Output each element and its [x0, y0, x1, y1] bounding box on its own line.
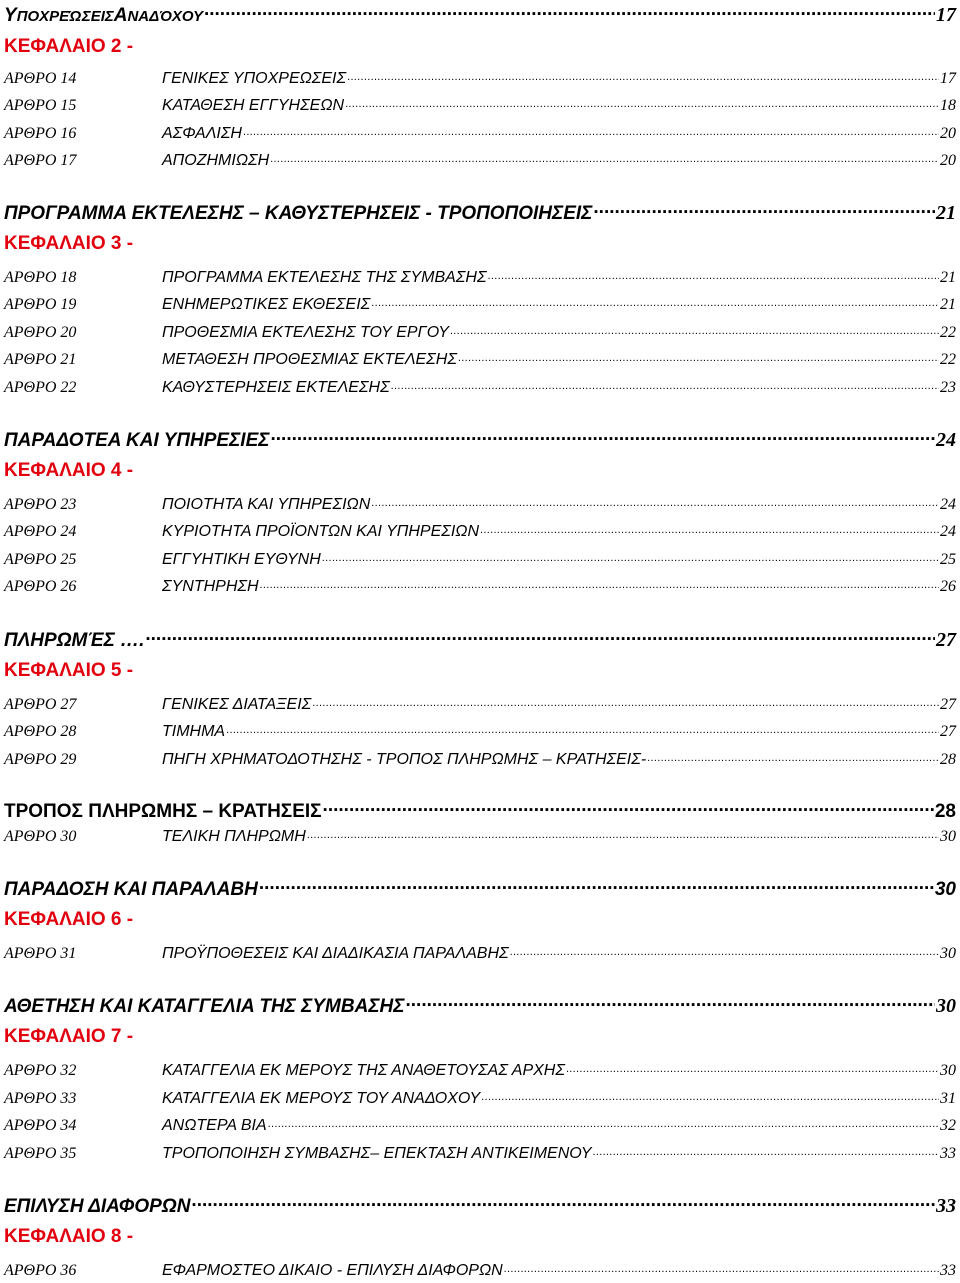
toc-chapter-heading	[4, 233, 956, 255]
dot-leader	[405, 993, 935, 1012]
dot-leader	[504, 1261, 939, 1275]
section-title: ΠΛΗΡΩΜΈΣ ….	[4, 630, 145, 651]
article-label: ΑΡΘΡΟ 20	[4, 324, 77, 341]
article-label: ΑΡΘΡΟ 36	[4, 1262, 77, 1279]
article-title: ΕΝΗΜΕΡΩΤΙΚΕΣ ΕΚΘΕΣΕΙΣ	[162, 296, 371, 313]
article-title: ΜΕΤΑΘΕΣΗ ΠΡΟΘΕΣΜΙΑΣ ΕΚΤΕΛΕΣΗΣ	[162, 351, 457, 368]
dot-leader	[323, 798, 934, 817]
dot-leader	[204, 2, 935, 21]
toc-section-heading[interactable]	[4, 993, 956, 1018]
article-title: ΠΗΓΗ ΧΡΗΜΑΤΟΔΟΤΗΣΗΣ - ΤΡΟΠΟΣ ΠΛΗΡΩΜΗΣ – ΚΡΑΤΗΣΕΙΣ-	[162, 751, 647, 768]
section-title: ΑΘΕΤΗΣΗ ΚΑΙ ΚΑΤΑΓΓΕΛΙΑ ΤΗΣ ΣΥΜΒΑΣΗΣ	[4, 996, 405, 1017]
page-number: 21	[940, 296, 956, 313]
page-number: 26	[940, 578, 956, 595]
page-number: 23	[940, 379, 956, 396]
dot-leader	[145, 627, 935, 646]
toc-article-row[interactable]	[4, 378, 956, 397]
dot-leader	[450, 323, 939, 337]
toc-article-row[interactable]	[4, 1061, 956, 1080]
article-title: ΚΑΤΑΓΓΕΛΙΑ ΕΚ ΜΕΡΟΥΣ ΤΟΥ ΑΝΑΔΟΧΟΥ	[162, 1090, 481, 1107]
toc-article-row[interactable]	[4, 124, 956, 143]
page-number: 30	[936, 995, 956, 1017]
toc-chapter-heading	[4, 1226, 956, 1248]
section-title: ΠΑΡΑΔΟΤΕΑ ΚΑΙ ΥΠΗΡΕΣΙΕΣ	[4, 430, 270, 451]
toc-article-row[interactable]	[4, 722, 956, 741]
page-number: 18	[940, 97, 956, 114]
section-title: Υ	[4, 5, 17, 26]
section-title-smallcaps: ΠΟΧΡΕΏΣΕΙΣ	[16, 8, 114, 25]
toc-article-row[interactable]	[4, 944, 956, 963]
dot-leader	[243, 124, 939, 138]
toc-article-row[interactable]	[4, 295, 956, 314]
toc-article-row[interactable]	[4, 1116, 956, 1135]
article-label: ΑΡΘΡΟ 34	[4, 1117, 77, 1134]
article-title: ΤΡΟΠΟΠΟΙΗΣΗ ΣΥΜΒΑΣΗΣ– ΕΠΕΚΤΑΣΗ ΑΝΤΙΚΕΙΜΕΝΟΥ	[162, 1145, 592, 1162]
dot-leader	[593, 200, 935, 219]
article-title: ΚΑΤΑΓΓΕΛΙΑ ΕΚ ΜΕΡΟΥΣ ΤΗΣ ΑΝΑΘΕΤΟΥΣΑΣ ΑΡΧΗΣ	[162, 1062, 565, 1079]
dot-leader	[371, 295, 939, 309]
section-title-smallcaps: ΝΑΔΌΧΟΥ	[127, 8, 203, 25]
toc-article-row[interactable]	[4, 1089, 956, 1108]
article-title: ΠΡΟΓΡΑΜΜΑ ΕΚΤΕΛΕΣΗΣ ΤΗΣ ΣΥΜΒΑΣΗΣ	[162, 269, 487, 286]
page-number: 28	[940, 751, 956, 768]
dot-leader	[270, 427, 935, 446]
section-title: ΠΡΟΓΡΑΜΜΑ ΕΚΤΕΛΕΣΗΣ – ΚΑΘΥΣΤΕΡΗΣΕΙΣ - ΤΡΟΠΟΠΟΙΗΣΕΙΣ	[4, 203, 593, 224]
article-label: ΑΡΘΡΟ 28	[4, 723, 77, 740]
chapter-label: ΚΕΦΑΛΑΙΟ 8 -	[4, 1226, 134, 1247]
toc-chapter-heading	[4, 660, 956, 682]
article-label: ΑΡΘΡΟ 15	[4, 97, 77, 114]
toc-article-row[interactable]	[4, 96, 956, 115]
article-title: ΑΠΟΖΗΜΙΩΣΗ	[162, 152, 270, 169]
article-title: ΠΡΟΘΕΣΜΙΑ ΕΚΤΕΛΕΣΗΣ ΤΟΥ ΕΡΓΟΥ	[162, 324, 449, 341]
page-number: 20	[940, 125, 956, 142]
dot-leader	[260, 577, 939, 591]
dot-leader	[488, 268, 939, 282]
article-title: ΣΥΝΤΗΡΗΣΗ	[162, 578, 259, 595]
toc-article-row[interactable]	[4, 350, 956, 369]
page-number: 17	[936, 4, 956, 26]
dot-leader	[481, 1089, 939, 1103]
dot-leader	[647, 750, 939, 764]
chapter-label: ΚΕΦΑΛΑΙΟ 2 -	[4, 36, 134, 57]
dot-leader	[226, 722, 939, 736]
dot-leader	[480, 522, 939, 536]
page-number: 30	[934, 879, 956, 900]
article-title: ΕΓΓΥΗΤΙΚΗ ΕΥΘΥΝΗ	[162, 551, 321, 568]
article-label: ΑΡΘΡΟ 25	[4, 551, 77, 568]
page-number: 30	[940, 1062, 956, 1079]
article-label: ΑΡΘΡΟ 31	[4, 945, 77, 962]
article-title: ΑΝΩΤΕΡΑ ΒΙΑ	[162, 1117, 267, 1134]
dot-leader	[345, 96, 939, 110]
page-number: 24	[936, 429, 956, 451]
page-number: 33	[940, 1145, 956, 1162]
article-label: ΑΡΘΡΟ 19	[4, 296, 77, 313]
dot-leader	[307, 827, 939, 841]
dot-leader	[322, 550, 939, 564]
article-label: ΑΡΘΡΟ 16	[4, 125, 77, 142]
toc-chapter-heading	[4, 460, 956, 482]
section-title: ΠΑΡΑΔΟΣΗ ΚΑΙ ΠΑΡΑΛΑΒΗ	[4, 879, 258, 900]
article-title: ΤΕΛΙΚΗ ΠΛΗΡΩΜΗ	[162, 828, 306, 845]
article-label: ΑΡΘΡΟ 21	[4, 351, 77, 368]
toc-article-row[interactable]	[4, 550, 956, 569]
page-number: 20	[940, 152, 956, 169]
article-title: ΑΣΦΑΛΙΣΗ	[162, 125, 242, 142]
page-number: 22	[940, 324, 956, 341]
article-label: ΑΡΘΡΟ 24	[4, 523, 77, 540]
toc-section-heading[interactable]	[4, 627, 956, 652]
article-title: ΓΕΝΙΚΕΣ ΔΙΑΤΑΞΕΙΣ	[162, 696, 312, 713]
chapter-label: ΚΕΦΑΛΑΙΟ 6 -	[4, 909, 134, 930]
dot-leader	[593, 1144, 940, 1158]
dot-leader	[371, 495, 939, 509]
page-number: 28	[934, 801, 956, 822]
article-label: ΑΡΘΡΟ 14	[4, 70, 77, 87]
article-label: ΑΡΘΡΟ 26	[4, 578, 77, 595]
article-label: ΑΡΘΡΟ 29	[4, 751, 77, 768]
section-title: ΕΠΙΛΥΣΗ ΔΙΑΦΟΡΩΝ	[4, 1196, 191, 1217]
dot-leader	[259, 876, 934, 895]
toc-article-row[interactable]	[4, 522, 956, 541]
article-title: ΚΥΡΙΟΤΗΤΑ ΠΡΟΪΟΝΤΩΝ ΚΑΙ ΥΠΗΡΕΣΙΩΝ	[162, 523, 480, 540]
article-label: ΑΡΘΡΟ 32	[4, 1062, 77, 1079]
toc-section-heading[interactable]	[4, 200, 956, 225]
section-title: ΤΡΟΠΟΣ ΠΛΗΡΩΜΗΣ – ΚΡΑΤΗΣΕΙΣ	[4, 801, 322, 822]
dot-leader	[312, 695, 939, 709]
toc-article-row[interactable]	[4, 69, 956, 88]
dot-leader	[268, 1116, 939, 1130]
article-label: ΑΡΘΡΟ 23	[4, 496, 77, 513]
toc-article-row[interactable]	[4, 695, 956, 714]
dot-leader	[458, 350, 939, 364]
page-number: 32	[940, 1117, 956, 1134]
article-label: ΑΡΘΡΟ 33	[4, 1090, 77, 1107]
toc-section-heading[interactable]	[4, 2, 956, 27]
article-label: ΑΡΘΡΟ 27	[4, 696, 77, 713]
article-label: ΑΡΘΡΟ 30	[4, 828, 77, 845]
toc-section-heading[interactable]	[4, 876, 956, 901]
dot-leader	[270, 151, 939, 165]
section-title-initial: Α	[113, 5, 128, 26]
toc-article-row[interactable]	[4, 495, 956, 514]
page-number: 30	[940, 828, 956, 845]
toc-chapter-heading	[4, 1026, 956, 1048]
article-title: ΕΦΑΡΜΟΣΤΕΟ ΔΙΚΑΙΟ - ΕΠΙΛΥΣΗ ΔΙΑΦΟΡΩΝ	[162, 1262, 503, 1279]
page-number: 24	[940, 523, 956, 540]
page-number: 27	[940, 696, 956, 713]
toc-article-row[interactable]	[4, 577, 956, 596]
toc-chapter-heading	[4, 36, 956, 58]
article-label: ΑΡΘΡΟ 35	[4, 1145, 77, 1162]
toc-article-row[interactable]	[4, 750, 956, 769]
toc-section-heading[interactable]	[4, 427, 956, 452]
toc-article-row[interactable]	[4, 1144, 956, 1163]
article-title: ΚΑΤΑΘΕΣΗ ΕΓΓΥΗΣΕΩΝ	[162, 97, 345, 114]
page-number: 31	[940, 1090, 956, 1107]
page-number: 33	[940, 1262, 956, 1279]
page-number: 24	[940, 496, 956, 513]
page-number: 27	[936, 629, 956, 651]
toc-article-row[interactable]	[4, 268, 956, 287]
toc-chapter-heading	[4, 909, 956, 931]
toc-section-heading[interactable]	[4, 1193, 956, 1218]
chapter-label: ΚΕΦΑΛΑΙΟ 7 -	[4, 1026, 134, 1047]
page-number: 33	[936, 1195, 956, 1217]
article-label: ΑΡΘΡΟ 22	[4, 379, 77, 396]
toc-article-row[interactable]	[4, 1261, 956, 1280]
page-number: 21	[940, 269, 956, 286]
article-label: ΑΡΘΡΟ 18	[4, 269, 77, 286]
toc-article-row[interactable]	[4, 827, 956, 846]
dot-leader	[191, 1193, 935, 1212]
dot-leader	[391, 378, 939, 392]
toc-article-row[interactable]	[4, 323, 956, 342]
page-number: 27	[940, 723, 956, 740]
page-number: 30	[940, 945, 956, 962]
chapter-label: ΚΕΦΑΛΑΙΟ 4 -	[4, 460, 134, 481]
article-title: ΤΙΜΗΜΑ	[162, 723, 226, 740]
page-number: 25	[940, 551, 956, 568]
toc-section-heading[interactable]	[4, 798, 956, 823]
chapter-label: ΚΕΦΑΛΑΙΟ 3 -	[4, 233, 134, 254]
toc-article-row[interactable]	[4, 151, 956, 170]
article-label: ΑΡΘΡΟ 17	[4, 152, 77, 169]
page-number: 22	[940, 351, 956, 368]
article-title: ΓΕΝΙΚΕΣ ΥΠΟΧΡΕΩΣΕΙΣ	[162, 70, 347, 87]
article-title: ΠΟΙΟΤΗΤΑ ΚΑΙ ΥΠΗΡΕΣΙΩΝ	[162, 496, 371, 513]
chapter-label: ΚΕΦΑΛΑΙΟ 5 -	[4, 660, 134, 681]
dot-leader	[510, 944, 939, 958]
page-number: 17	[940, 70, 956, 87]
article-title: ΠΡΟΫΠΟΘΕΣΕΙΣ ΚΑΙ ΔΙΑΔΙΚΑΣΙΑ ΠΑΡΑΛΑΒΗΣ	[162, 945, 509, 962]
page-number: 21	[936, 202, 956, 224]
dot-leader	[566, 1061, 939, 1075]
dot-leader	[347, 69, 939, 83]
article-title: ΚΑΘΥΣΤΕΡΗΣΕΙΣ ΕΚΤΕΛΕΣΗΣ	[162, 379, 390, 396]
